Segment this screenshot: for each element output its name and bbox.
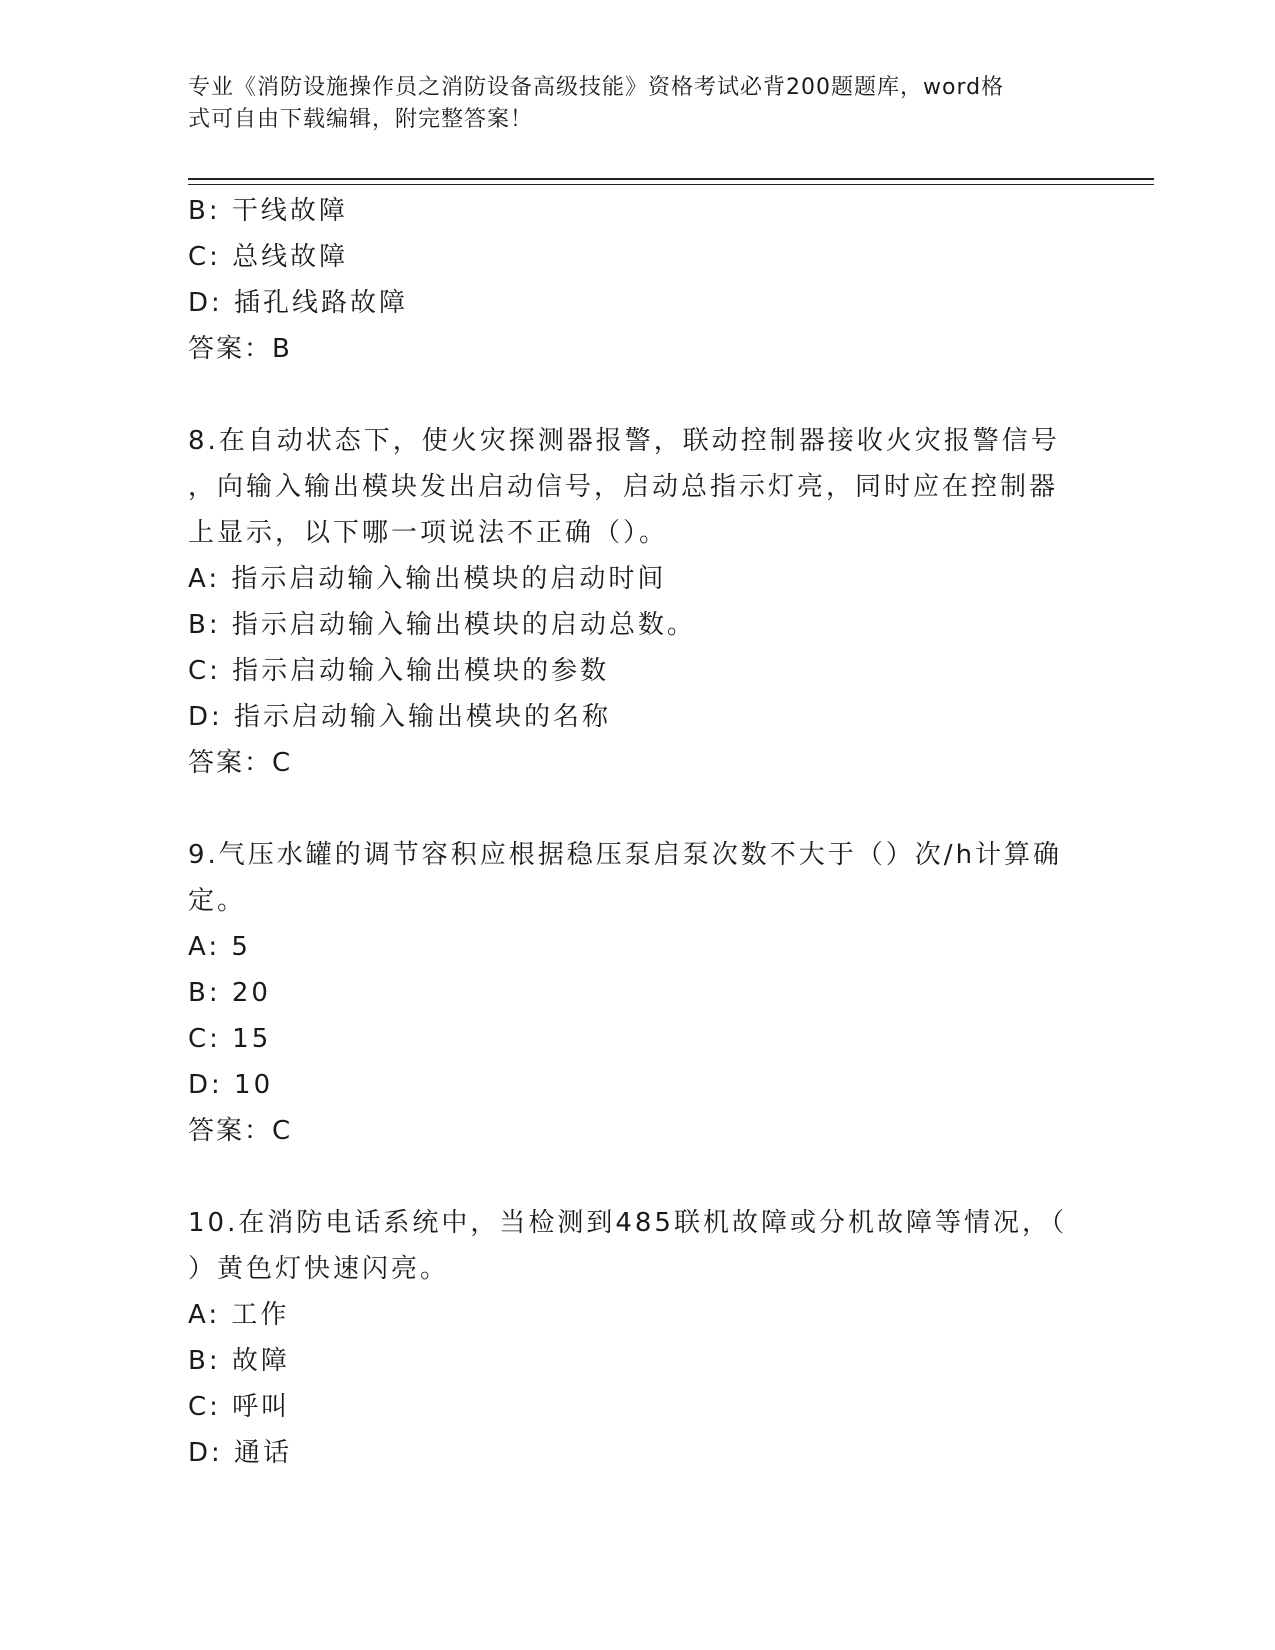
option-d: D: 10 [188,1070,274,1100]
question-text-line: 上显示，以下哪一项说法不正确（）。 [188,518,669,548]
question-7-tail [188,188,1068,372]
question-text-line: ）黄色灯快速闪亮。 [188,1254,450,1284]
question-text-line: 8.在自动状态下，使火灾探测器报警，联动控制器接收火灾报警信号 [188,426,1060,456]
question-10 [188,1200,1068,1476]
option-d: D: 指示启动输入输出模块的名称 [188,702,612,732]
option-a: A: 指示启动输入输出模块的启动时间 [188,564,667,594]
header-divider-thick [188,178,1154,180]
question-text-line: 定。 [188,886,247,916]
option-c: C: 15 [188,1024,272,1054]
question-text-line: ，向输入输出模块发出启动信号，启动总指示灯亮，同时应在控制器 [188,472,1059,502]
header-line-2: 式可自由下载编辑，附完整答案！ [188,107,534,132]
question-9 [188,832,1068,1154]
option-b: B: 故障 [188,1346,290,1376]
answer-line: 答案：C [188,748,293,778]
option-b: B: 20 [188,978,271,1008]
spacer [188,786,1068,832]
question-content [188,188,1068,1476]
option-b: B: 干线故障 [188,196,348,226]
document-header [188,72,1068,136]
answer-line: 答案：C [188,1116,293,1146]
option-c: C: 指示启动输入输出模块的参数 [188,656,610,686]
option-d: D: 通话 [188,1438,293,1468]
spacer [188,372,1068,418]
answer-line: 答案：B [188,334,292,364]
header-line-1: 专业《消防设施操作员之消防设备高级技能》资格考试必背200题题库，word格 [188,75,1005,100]
option-c: C: 呼叫 [188,1392,291,1422]
option-c: C: 总线故障 [188,242,349,272]
option-a: A: 工作 [188,1300,290,1330]
option-a: A: 5 [188,932,251,962]
spacer [188,1154,1068,1200]
header-divider-thin [188,184,1154,185]
option-d: D: 插孔线路故障 [188,288,409,318]
question-text-line: 9.气压水罐的调节容积应根据稳压泵启泵次数不大于（）次/h计算确 [188,840,1063,870]
question-text-line: 10.在消防电话系统中，当检测到485联机故障或分机故障等情况，（ [188,1208,1067,1238]
question-8 [188,418,1068,786]
option-b: B: 指示启动输入输出模块的启动总数。 [188,610,696,640]
